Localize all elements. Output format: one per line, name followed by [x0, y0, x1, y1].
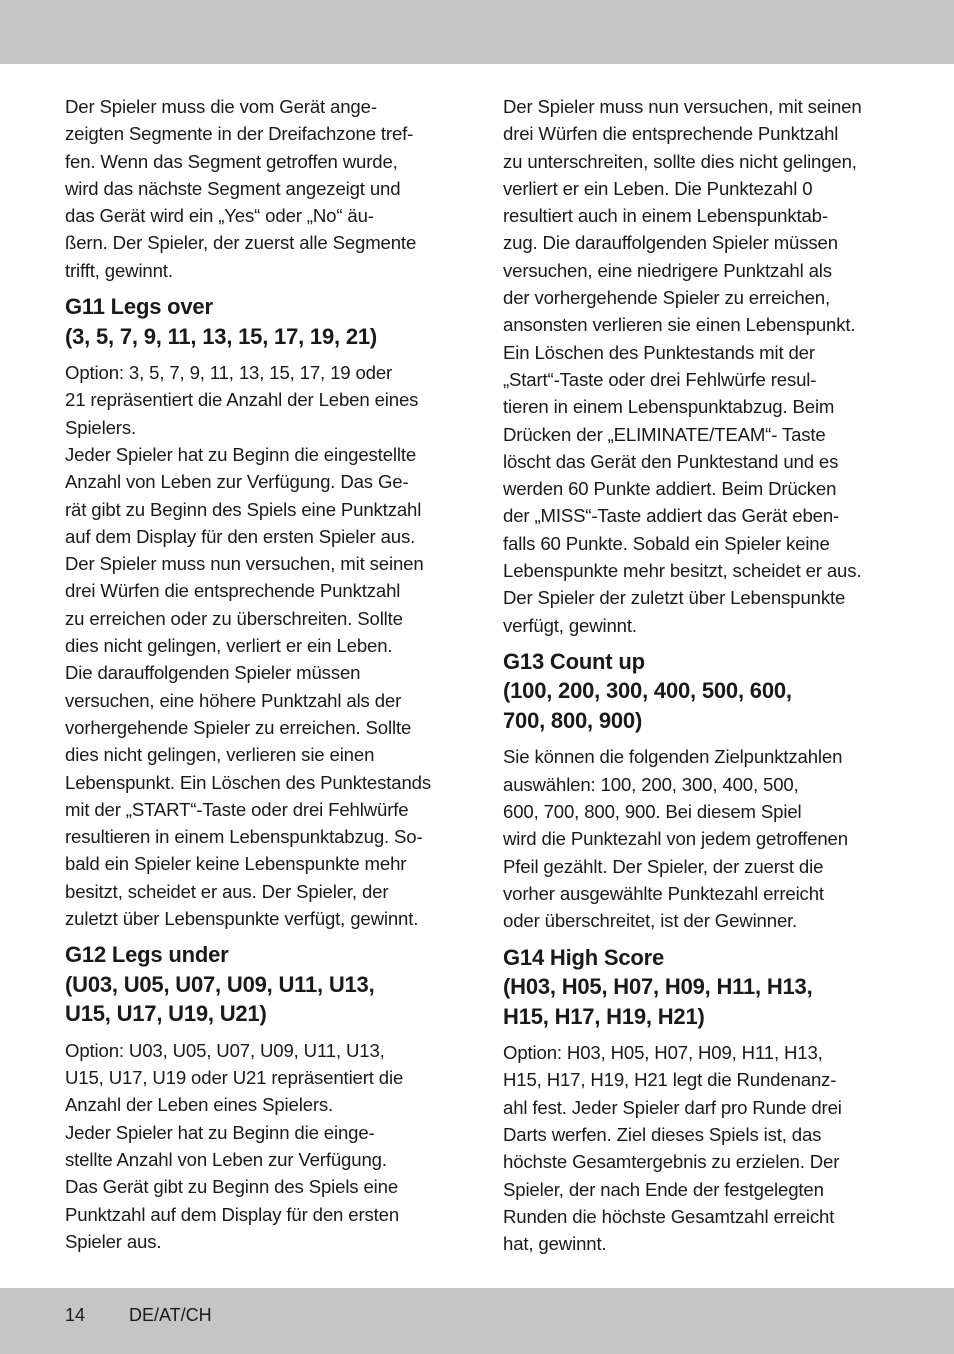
text-line: Punktzahl auf dem Display für den ersten: [65, 1203, 400, 1225]
text-line: zug. Die darauffolgenden Spieler müssen: [503, 232, 838, 254]
text-line: verfügt, gewinnt.: [503, 614, 637, 636]
text-line: H15, H17, H19, H21 legt die Rundenanz-: [503, 1069, 837, 1091]
text-line: Darts werfen. Ziel dieses Spiels ist, das: [503, 1123, 822, 1145]
text-line: dies nicht gelingen, verlieren sie einen: [65, 744, 375, 766]
text-line: falls 60 Punkte. Sobald ein Spieler keine: [503, 532, 830, 554]
text-line: auf dem Display für den ersten Spieler aus.: [65, 525, 416, 547]
text-line: Runden die höchste Gesamtzahl erreicht: [503, 1205, 835, 1227]
text-line: besitzt, scheidet er aus. Der Spieler, der: [65, 880, 389, 902]
text-line: auswählen: 100, 200, 300, 400, 500,: [503, 773, 799, 795]
text-line: bald ein Spieler keine Lebenspunkte mehr: [65, 853, 407, 875]
text-line: das Gerät wird ein „Yes“ oder „No“ äu-: [65, 205, 374, 227]
heading-line: G12 Legs under: [65, 942, 229, 968]
block-gap: [65, 932, 455, 940]
paragraph: [503, 743, 893, 934]
heading-line: 700, 800, 900): [503, 707, 643, 733]
text-line: hat, gewinnt.: [503, 1233, 607, 1255]
text-line: ansonsten verlieren sie einen Lebenspunkt.: [503, 314, 856, 336]
text-line: verliert er ein Leben. Die Punktezahl 0: [503, 177, 813, 199]
text-line: Lebenspunkt. Ein Löschen des Punktestands: [65, 771, 431, 793]
section-heading: [503, 647, 893, 736]
heading-line: (U03, U05, U07, U09, U11, U13,: [65, 971, 375, 997]
text-line: Spieler, der nach Ende der festgelegten: [503, 1178, 824, 1200]
heading-line: (100, 200, 300, 400, 500, 600,: [503, 678, 792, 704]
text-line: zu erreichen oder zu überschreiten. Sollte: [65, 607, 403, 629]
heading-line: U15, U17, U19, U21): [65, 1001, 267, 1027]
text-line: Option: 3, 5, 7, 9, 11, 13, 15, 17, 19 oder: [65, 362, 393, 384]
text-line: U15, U17, U19 oder U21 repräsentiert die: [65, 1067, 404, 1089]
text-line: Der Spieler muss die vom Gerät ange-: [65, 96, 377, 117]
text-line: resultieren in einem Lebenspunktabzug. So-: [65, 826, 423, 848]
text-line: Drücken der „ELIMINATE/TEAM“- Taste: [503, 423, 826, 445]
block-gap: [65, 284, 455, 292]
text-line: drei Würfen die entsprechende Punktzahl: [503, 123, 839, 145]
text-line: Anzahl von Leben zur Verfügung. Das Ge-: [65, 471, 409, 493]
text-line: fen. Wenn das Segment getroffen wurde,: [65, 150, 398, 172]
text-line: trifft, gewinnt.: [65, 259, 173, 281]
paragraph: [65, 93, 455, 284]
text-line: Der Spieler der zuletzt über Lebenspunkte: [503, 587, 846, 609]
text-line: Spielers.: [65, 416, 136, 438]
header-band: [0, 0, 954, 64]
text-line: der vorhergehende Spieler zu erreichen,: [503, 287, 830, 309]
heading-line: G13 Count up: [503, 648, 645, 674]
text-line: Spieler aus.: [65, 1230, 162, 1252]
heading-line: G11 Legs over: [65, 294, 213, 320]
text-line: löscht das Gerät den Punktestand und es: [503, 450, 839, 472]
heading-line: G14 High Score: [503, 944, 665, 970]
text-line: Der Spieler muss nun versuchen, mit seinen: [65, 553, 424, 575]
text-line: oder überschreitet, ist der Gewinner.: [503, 910, 798, 932]
block-gap: [503, 639, 893, 647]
text-line: versuchen, eine niedrigere Punktzahl als: [503, 259, 832, 281]
heading-line: (3, 5, 7, 9, 11, 13, 15, 17, 19, 21): [65, 323, 378, 349]
text-line: Lebenspunkte mehr besitzt, scheidet er aus.: [503, 560, 862, 582]
text-line: wird das nächste Segment angezeigt und: [65, 177, 401, 199]
text-line: 21 repräsentiert die Anzahl der Leben eines: [65, 389, 419, 411]
section-heading: [503, 943, 893, 1032]
text-line: vorhergehende Spieler zu erreichen. Sollte: [65, 716, 412, 738]
text-line: Anzahl der Leben eines Spielers.: [65, 1094, 334, 1116]
left-column: [65, 93, 455, 1255]
text-line: Jeder Spieler hat zu Beginn die eingestellte: [65, 443, 417, 465]
text-line: Option: H03, H05, H07, H09, H11, H13,: [503, 1042, 823, 1064]
text-line: Ein Löschen des Punktestands mit der: [503, 341, 815, 363]
block-gap: [65, 1029, 455, 1037]
text-line: vorher ausgewählte Punktezahl erreicht: [503, 882, 824, 904]
text-line: höchste Gesamtergebnis zu erzielen. Der: [503, 1151, 840, 1173]
paragraph: [503, 93, 893, 639]
text-line: Jeder Spieler hat zu Beginn die einge-: [65, 1121, 375, 1143]
heading-line: (H03, H05, H07, H09, H11, H13,: [503, 974, 813, 1000]
text-line: rät gibt zu Beginn des Spiels eine Punktzahl: [65, 498, 422, 520]
right-column: [503, 93, 893, 1257]
block-gap: [65, 351, 455, 359]
text-line: zu unterschreiten, sollte dies nicht gelingen,: [503, 150, 857, 172]
text-line: 600, 700, 800, 900. Bei diesem Spiel: [503, 801, 802, 823]
text-line: wird die Punktezahl von jedem getroffenen: [503, 828, 848, 850]
text-line: ßern. Der Spieler, der zuerst alle Segmente: [65, 232, 417, 254]
block-gap: [503, 735, 893, 743]
text-line: dies nicht gelingen, verliert er ein Leben.: [65, 635, 393, 657]
text-line: Das Gerät gibt zu Beginn des Spiels eine: [65, 1176, 399, 1198]
region-code: DE/AT/CH: [129, 1305, 212, 1325]
paragraph: [503, 1039, 893, 1257]
text-line: resultiert auch in einem Lebenspunktab-: [503, 205, 828, 227]
text-line: Die darauffolgenden Spieler müssen: [65, 662, 361, 684]
text-line: zeigten Segmente in der Dreifachzone tref-: [65, 123, 414, 145]
text-line: stellte Anzahl von Leben zur Verfügung.: [65, 1149, 387, 1170]
text-line: tieren in einem Lebenspunktabzug. Beim: [503, 396, 835, 418]
text-line: Sie können die folgenden Zielpunktzahlen: [503, 746, 843, 768]
text-line: werden 60 Punkte addiert. Beim Drücken: [503, 478, 837, 500]
text-line: Pfeil gezählt. Der Spieler, der zuerst die: [503, 855, 824, 877]
heading-line: H15, H17, H19, H21): [503, 1003, 705, 1029]
text-line: Option: U03, U05, U07, U09, U11, U13,: [65, 1039, 385, 1061]
text-line: drei Würfen die entsprechende Punktzahl: [65, 580, 401, 602]
text-line: „Start“-Taste oder drei Fehlwürfe resul-: [503, 368, 817, 390]
text-line: der „MISS“-Taste addiert das Gerät eben-: [503, 505, 840, 527]
paragraph: [65, 359, 455, 932]
block-gap: [503, 1031, 893, 1039]
section-heading: [65, 292, 455, 351]
text-line: zuletzt über Lebenspunkte verfügt, gewinnt.: [65, 908, 419, 930]
text-line: mit der „START“-Taste oder drei Fehlwürfe: [65, 798, 409, 820]
text-line: versuchen, eine höhere Punktzahl als der: [65, 689, 402, 711]
paragraph: [65, 1037, 455, 1255]
block-gap: [503, 935, 893, 943]
page-number: 14: [65, 1305, 86, 1325]
text-line: Der Spieler muss nun versuchen, mit seinen: [503, 96, 862, 117]
section-heading: [65, 940, 455, 1029]
text-line: ahl fest. Jeder Spieler darf pro Runde drei: [503, 1096, 842, 1118]
